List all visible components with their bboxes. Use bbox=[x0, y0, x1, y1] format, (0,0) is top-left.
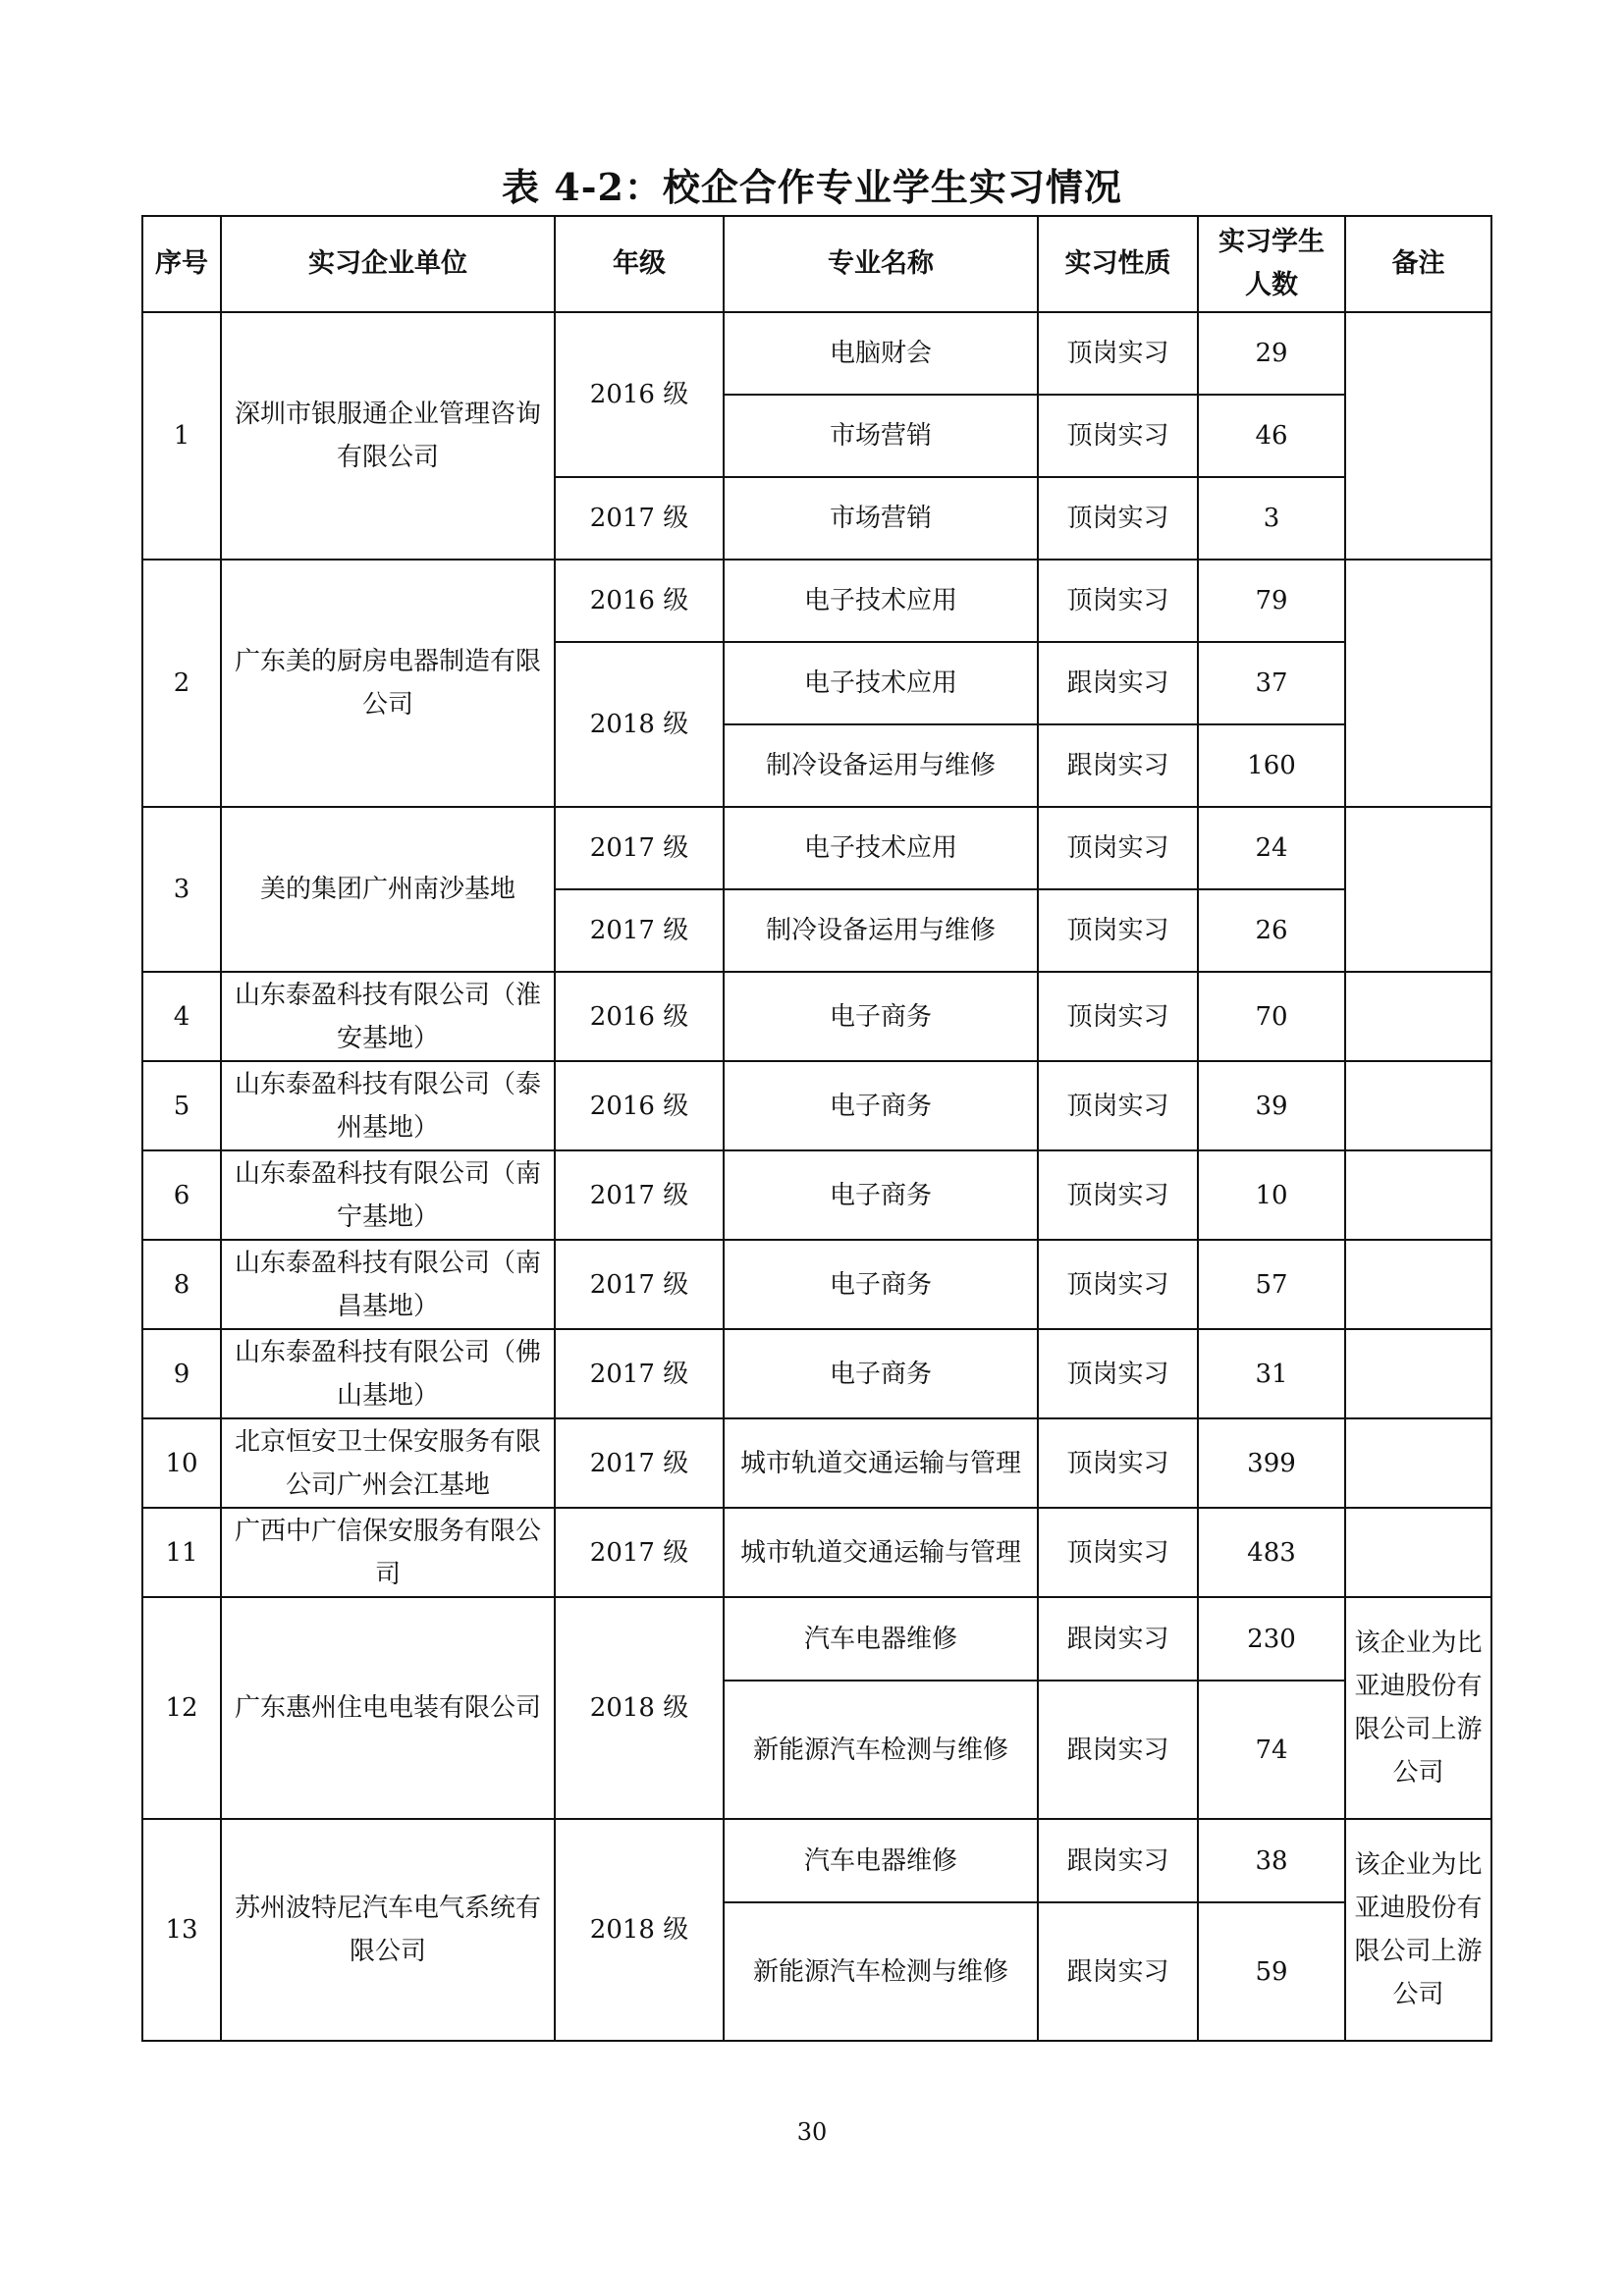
table-row bbox=[142, 807, 1491, 889]
table-row bbox=[142, 1061, 1491, 1150]
company-cell: 广东惠州住电电装有限公司 bbox=[221, 1597, 555, 1819]
seq-cell: 13 bbox=[142, 1819, 221, 2041]
company-cell: 深圳市银服通企业管理咨询有限公司 bbox=[221, 312, 555, 560]
seq-cell: 6 bbox=[142, 1150, 221, 1240]
company-cell: 广东美的厨房电器制造有限公司 bbox=[221, 560, 555, 807]
table-row bbox=[142, 312, 1491, 395]
note-cell bbox=[1345, 807, 1491, 972]
seq-cell: 9 bbox=[142, 1329, 221, 1418]
nature-cell: 顶岗实习 bbox=[1038, 972, 1198, 1061]
header-major: 专业名称 bbox=[724, 216, 1038, 312]
header-row bbox=[142, 216, 1491, 312]
table-row bbox=[142, 1418, 1491, 1508]
major-cell: 电子商务 bbox=[724, 1240, 1038, 1329]
page-number: 30 bbox=[796, 2118, 828, 2146]
major-cell: 电脑财会 bbox=[724, 312, 1038, 395]
grade-cell: 2016 级 bbox=[555, 312, 724, 477]
major-cell: 电子技术应用 bbox=[724, 807, 1038, 889]
major-cell: 市场营销 bbox=[724, 395, 1038, 477]
major-cell: 制冷设备运用与维修 bbox=[724, 724, 1038, 807]
count-cell: 160 bbox=[1198, 724, 1345, 807]
header-grade: 年级 bbox=[555, 216, 724, 312]
major-cell: 城市轨道交通运输与管理 bbox=[724, 1418, 1038, 1508]
seq-cell: 10 bbox=[142, 1418, 221, 1508]
note-cell: 该企业为比亚迪股份有限公司上游公司 bbox=[1345, 1819, 1491, 2041]
table-row bbox=[142, 1240, 1491, 1329]
nature-cell: 跟岗实习 bbox=[1038, 1902, 1198, 2041]
grade-cell: 2017 级 bbox=[555, 807, 724, 889]
count-cell: 37 bbox=[1198, 642, 1345, 724]
count-cell: 31 bbox=[1198, 1329, 1345, 1418]
major-cell: 新能源汽车检测与维修 bbox=[724, 1902, 1038, 2041]
count-cell: 29 bbox=[1198, 312, 1345, 395]
count-cell: 230 bbox=[1198, 1597, 1345, 1681]
nature-cell: 顶岗实习 bbox=[1038, 477, 1198, 560]
table-row bbox=[142, 1597, 1491, 1681]
nature-cell: 顶岗实习 bbox=[1038, 1508, 1198, 1597]
table-row bbox=[142, 972, 1491, 1061]
note-cell bbox=[1345, 312, 1491, 560]
nature-cell: 顶岗实习 bbox=[1038, 1240, 1198, 1329]
nature-cell: 顶岗实习 bbox=[1038, 807, 1198, 889]
note-cell bbox=[1345, 1329, 1491, 1418]
grade-cell: 2016 级 bbox=[555, 1061, 724, 1150]
grade-cell: 2016 级 bbox=[555, 560, 724, 642]
nature-cell: 跟岗实习 bbox=[1038, 1681, 1198, 1819]
major-cell: 汽车电器维修 bbox=[724, 1819, 1038, 1902]
table-row bbox=[142, 1819, 1491, 1902]
nature-cell: 跟岗实习 bbox=[1038, 1597, 1198, 1681]
header-nature: 实习性质 bbox=[1038, 216, 1198, 312]
company-cell: 山东泰盈科技有限公司（南宁基地） bbox=[221, 1150, 555, 1240]
company-cell: 美的集团广州南沙基地 bbox=[221, 807, 555, 972]
count-cell: 39 bbox=[1198, 1061, 1345, 1150]
grade-cell: 2016 级 bbox=[555, 972, 724, 1061]
major-cell: 电子商务 bbox=[724, 1150, 1038, 1240]
table-row bbox=[142, 1508, 1491, 1597]
seq-cell: 12 bbox=[142, 1597, 221, 1819]
table-row bbox=[142, 1329, 1491, 1418]
nature-cell: 顶岗实习 bbox=[1038, 1150, 1198, 1240]
note-cell bbox=[1345, 972, 1491, 1061]
major-cell: 汽车电器维修 bbox=[724, 1597, 1038, 1681]
grade-cell: 2018 级 bbox=[555, 1597, 724, 1819]
note-cell bbox=[1345, 1240, 1491, 1329]
company-cell: 山东泰盈科技有限公司（南昌基地） bbox=[221, 1240, 555, 1329]
count-cell: 79 bbox=[1198, 560, 1345, 642]
major-cell: 制冷设备运用与维修 bbox=[724, 889, 1038, 972]
header-note: 备注 bbox=[1345, 216, 1491, 312]
table-body bbox=[142, 312, 1491, 2041]
company-cell: 苏州波特尼汽车电气系统有限公司 bbox=[221, 1819, 555, 2041]
header-seq: 序号 bbox=[142, 216, 221, 312]
nature-cell: 顶岗实习 bbox=[1038, 560, 1198, 642]
major-cell: 新能源汽车检测与维修 bbox=[724, 1681, 1038, 1819]
count-cell: 483 bbox=[1198, 1508, 1345, 1597]
count-cell: 3 bbox=[1198, 477, 1345, 560]
seq-cell: 8 bbox=[142, 1240, 221, 1329]
company-cell: 北京恒安卫士保安服务有限公司广州会江基地 bbox=[221, 1418, 555, 1508]
grade-cell: 2017 级 bbox=[555, 889, 724, 972]
internship-table bbox=[141, 215, 1492, 2042]
count-cell: 59 bbox=[1198, 1902, 1345, 2041]
note-cell bbox=[1345, 1061, 1491, 1150]
seq-cell: 1 bbox=[142, 312, 221, 560]
grade-cell: 2018 级 bbox=[555, 1819, 724, 2041]
note-cell bbox=[1345, 1150, 1491, 1240]
nature-cell: 顶岗实习 bbox=[1038, 1329, 1198, 1418]
grade-cell: 2018 级 bbox=[555, 642, 724, 807]
grade-cell: 2017 级 bbox=[555, 1418, 724, 1508]
nature-cell: 顶岗实习 bbox=[1038, 395, 1198, 477]
count-cell: 38 bbox=[1198, 1819, 1345, 1902]
count-cell: 46 bbox=[1198, 395, 1345, 477]
count-cell: 24 bbox=[1198, 807, 1345, 889]
table-row bbox=[142, 1150, 1491, 1240]
grade-cell: 2017 级 bbox=[555, 1240, 724, 1329]
major-cell: 城市轨道交通运输与管理 bbox=[724, 1508, 1038, 1597]
company-cell: 山东泰盈科技有限公司（淮安基地） bbox=[221, 972, 555, 1061]
major-cell: 电子商务 bbox=[724, 972, 1038, 1061]
count-cell: 70 bbox=[1198, 972, 1345, 1061]
note-cell bbox=[1345, 1508, 1491, 1597]
company-cell: 山东泰盈科技有限公司（佛山基地） bbox=[221, 1329, 555, 1418]
major-cell: 电子技术应用 bbox=[724, 560, 1038, 642]
nature-cell: 顶岗实习 bbox=[1038, 1418, 1198, 1508]
nature-cell: 顶岗实习 bbox=[1038, 1061, 1198, 1150]
nature-cell: 跟岗实习 bbox=[1038, 1819, 1198, 1902]
count-cell: 57 bbox=[1198, 1240, 1345, 1329]
company-cell: 山东泰盈科技有限公司（泰州基地） bbox=[221, 1061, 555, 1150]
table-row bbox=[142, 560, 1491, 642]
note-cell bbox=[1345, 1418, 1491, 1508]
seq-cell: 11 bbox=[142, 1508, 221, 1597]
nature-cell: 顶岗实习 bbox=[1038, 312, 1198, 395]
note-cell: 该企业为比亚迪股份有限公司上游公司 bbox=[1345, 1597, 1491, 1819]
major-cell: 电子商务 bbox=[724, 1061, 1038, 1150]
nature-cell: 顶岗实习 bbox=[1038, 889, 1198, 972]
major-cell: 市场营销 bbox=[724, 477, 1038, 560]
major-cell: 电子商务 bbox=[724, 1329, 1038, 1418]
company-cell: 广西中广信保安服务有限公司 bbox=[221, 1508, 555, 1597]
count-cell: 399 bbox=[1198, 1418, 1345, 1508]
header-company: 实习企业单位 bbox=[221, 216, 555, 312]
count-cell: 26 bbox=[1198, 889, 1345, 972]
grade-cell: 2017 级 bbox=[555, 1150, 724, 1240]
grade-cell: 2017 级 bbox=[555, 1508, 724, 1597]
seq-cell: 3 bbox=[142, 807, 221, 972]
seq-cell: 5 bbox=[142, 1061, 221, 1150]
seq-cell: 2 bbox=[142, 560, 221, 807]
nature-cell: 跟岗实习 bbox=[1038, 642, 1198, 724]
nature-cell: 跟岗实习 bbox=[1038, 724, 1198, 807]
note-cell bbox=[1345, 560, 1491, 807]
header-count: 实习学生人数 bbox=[1198, 216, 1345, 312]
count-cell: 74 bbox=[1198, 1681, 1345, 1819]
table-title: 表 4-2：校企合作专业学生实习情况 bbox=[502, 165, 1122, 209]
grade-cell: 2017 级 bbox=[555, 1329, 724, 1418]
major-cell: 电子技术应用 bbox=[724, 642, 1038, 724]
seq-cell: 4 bbox=[142, 972, 221, 1061]
grade-cell: 2017 级 bbox=[555, 477, 724, 560]
count-cell: 10 bbox=[1198, 1150, 1345, 1240]
